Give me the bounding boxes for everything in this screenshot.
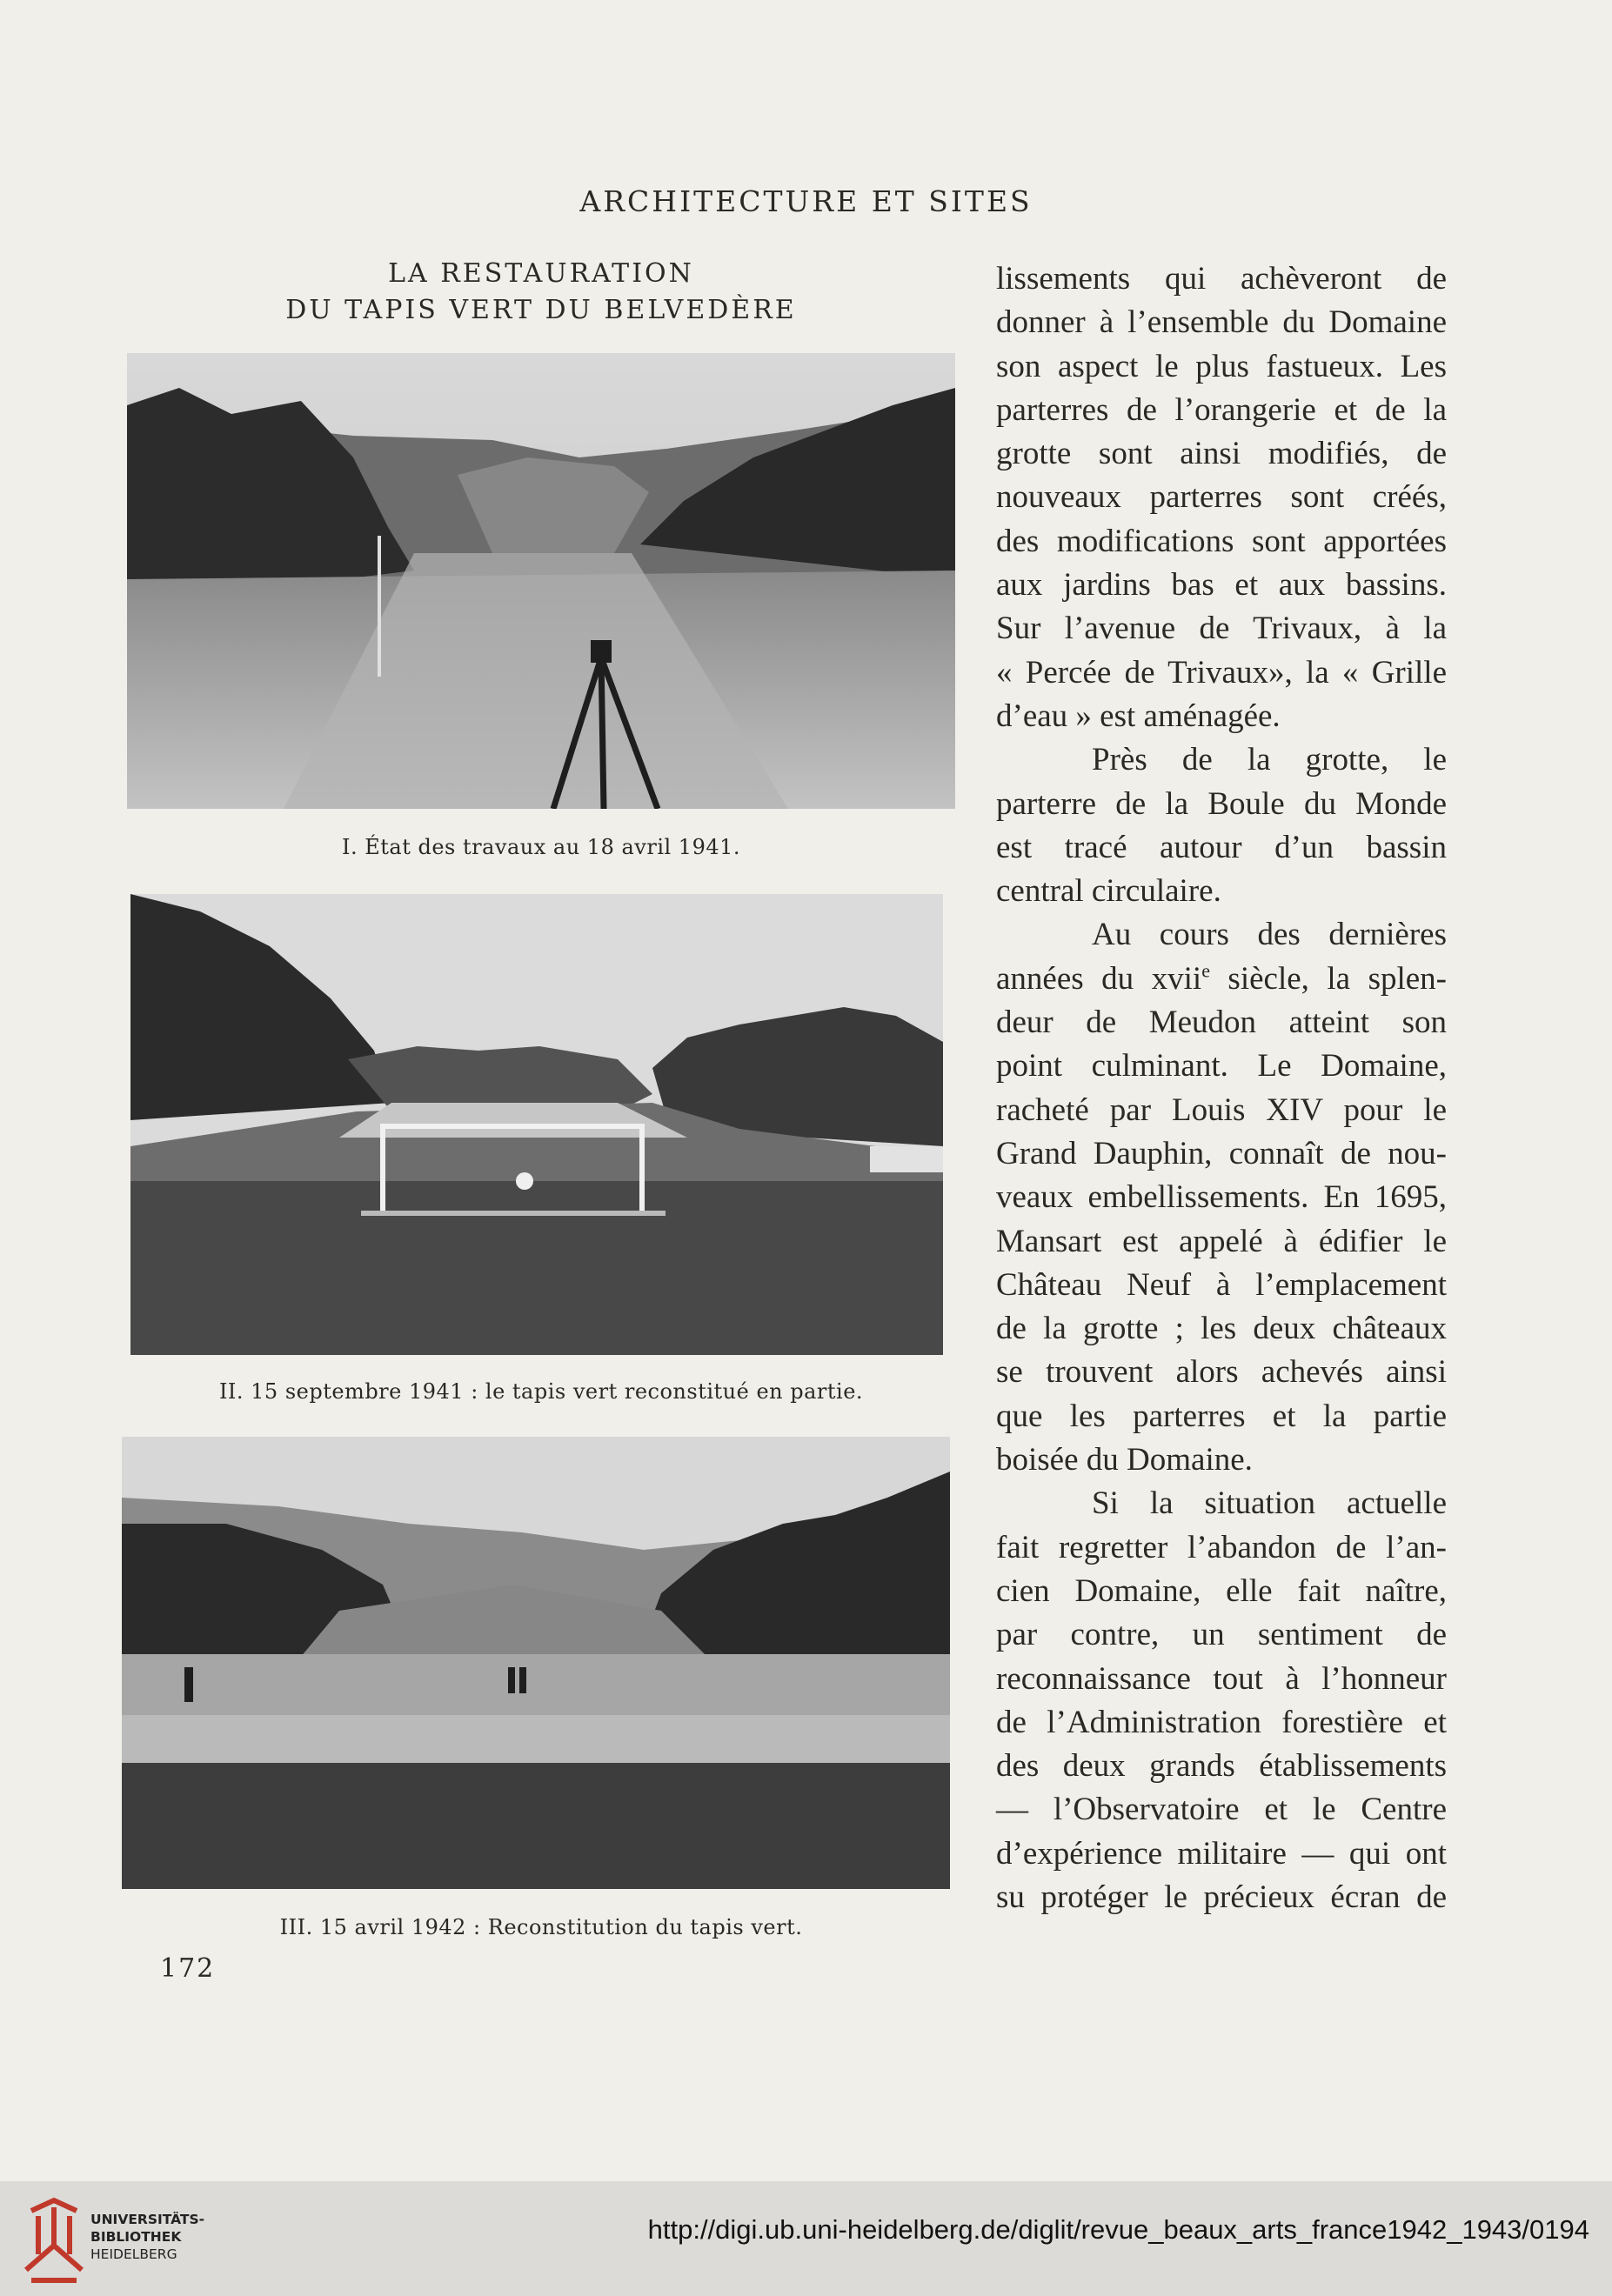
figure-1-caption: I. État des travaux au 18 avril 1941.	[342, 835, 740, 859]
body-line: parterre de la Boule du Monde	[996, 785, 1447, 822]
figure-3-caption: III. 15 avril 1942 : Reconstitution du tapis vert.	[279, 1915, 803, 1939]
body-line: Mansart est appelé à édifier le	[996, 1223, 1447, 1259]
body-line-head: années du xvii	[996, 960, 1202, 997]
library-name-line-2: BIBLIOTHEK	[90, 2229, 182, 2245]
running-header: ARCHITECTURE ET SITES	[579, 184, 1033, 218]
body-line: boisée du Domaine.	[996, 1442, 1253, 1478]
body-line: Grand Dauphin, connaît de nou-	[996, 1135, 1447, 1171]
library-name-line-3: HEIDELBERG	[90, 2246, 177, 2262]
body-line-tail: siècle, la splen-	[1209, 960, 1447, 997]
photo-2-football-field	[130, 894, 943, 1355]
body-line: Près de la grotte, le	[1092, 742, 1447, 778]
body-line: Château Neuf à l’emplacement	[996, 1266, 1447, 1303]
body-line: central circulaire.	[996, 873, 1221, 910]
body-text-column	[996, 257, 1447, 1919]
superscript-e: e	[1201, 959, 1210, 982]
body-line: aux jardins bas et aux bassins.	[996, 567, 1447, 604]
library-name-line-1: UNIVERSITÄTS-	[90, 2212, 205, 2227]
body-line: — l’Observatoire et le Centre	[996, 1792, 1447, 1828]
article-title-line-1: LA RESTAURATION	[388, 258, 694, 289]
body-line: d’eau » est aménagée.	[996, 697, 1281, 734]
body-line: son aspect le plus fastueux. Les	[996, 348, 1447, 384]
body-line: de la grotte ; les deux châteaux	[996, 1311, 1447, 1347]
body-line: Sur l’avenue de Trivaux, à la	[996, 611, 1447, 647]
body-line: de l’Administration forestière et	[996, 1704, 1447, 1740]
body-line: que les parterres et la partie	[996, 1398, 1447, 1434]
page-number: 172	[160, 1953, 216, 1984]
library-name	[90, 2211, 204, 2263]
article-title	[127, 256, 955, 329]
figure-2-caption: II. 15 septembre 1941 : le tapis vert reconstitué en partie.	[218, 1379, 864, 1404]
body-line: est tracé autour d’un bassin	[996, 829, 1447, 865]
body-line: lissements qui achèveront de	[996, 261, 1447, 297]
body-line: point culminant. Le Domaine,	[996, 1048, 1447, 1085]
photo-1-avenue-works	[127, 353, 955, 809]
digitization-footer	[0, 2181, 1612, 2296]
body-line: se trouvent alors achevés ainsi	[996, 1354, 1447, 1391]
body-line: veaux embellissements. En 1695,	[996, 1179, 1447, 1216]
body-line: cien Domaine, elle fait naître,	[996, 1572, 1447, 1609]
body-line: racheté par Louis XIV pour le	[996, 1091, 1447, 1128]
body-line: par contre, un sentiment de	[996, 1617, 1447, 1653]
body-line: reconnaissance tout à l’honneur	[996, 1660, 1447, 1697]
body-line: Si la situation actuelle	[1092, 1485, 1447, 1522]
body-line: « Percée de Trivaux», la « Grille	[996, 654, 1447, 691]
body-line: nouveaux parterres sont créés,	[996, 479, 1447, 516]
body-line: d’expérience militaire — qui ont	[996, 1835, 1447, 1872]
article-title-line-2: DU TAPIS VERT DU BELVEDÈRE	[285, 295, 797, 325]
body-line-with-superscript	[996, 958, 1447, 1001]
permalink-url[interactable]: http://digi.ub.uni-heidelberg.de/diglit/revue_beaux_arts_france1942_1943/0194	[647, 2214, 1589, 2245]
body-line: parterres de l’orangerie et de la	[996, 391, 1447, 428]
body-line: deur de Meudon atteint son	[996, 1004, 1447, 1041]
body-line: su protéger le précieux écran de	[996, 1879, 1447, 1915]
body-line: des deux grands établissements	[996, 1748, 1447, 1785]
body-line: des modifications sont apportées	[996, 523, 1447, 559]
ub-heidelberg-logo-icon	[19, 2193, 89, 2287]
body-line: fait regretter l’abandon de l’an-	[996, 1529, 1447, 1565]
photo-3-tapis-vert-reconstitution	[122, 1437, 950, 1889]
body-line: donner à l’ensemble du Domaine	[996, 304, 1447, 341]
body-line: Au cours des dernières	[1092, 917, 1447, 953]
body-line: grotte sont ainsi modifiés, de	[996, 436, 1447, 472]
